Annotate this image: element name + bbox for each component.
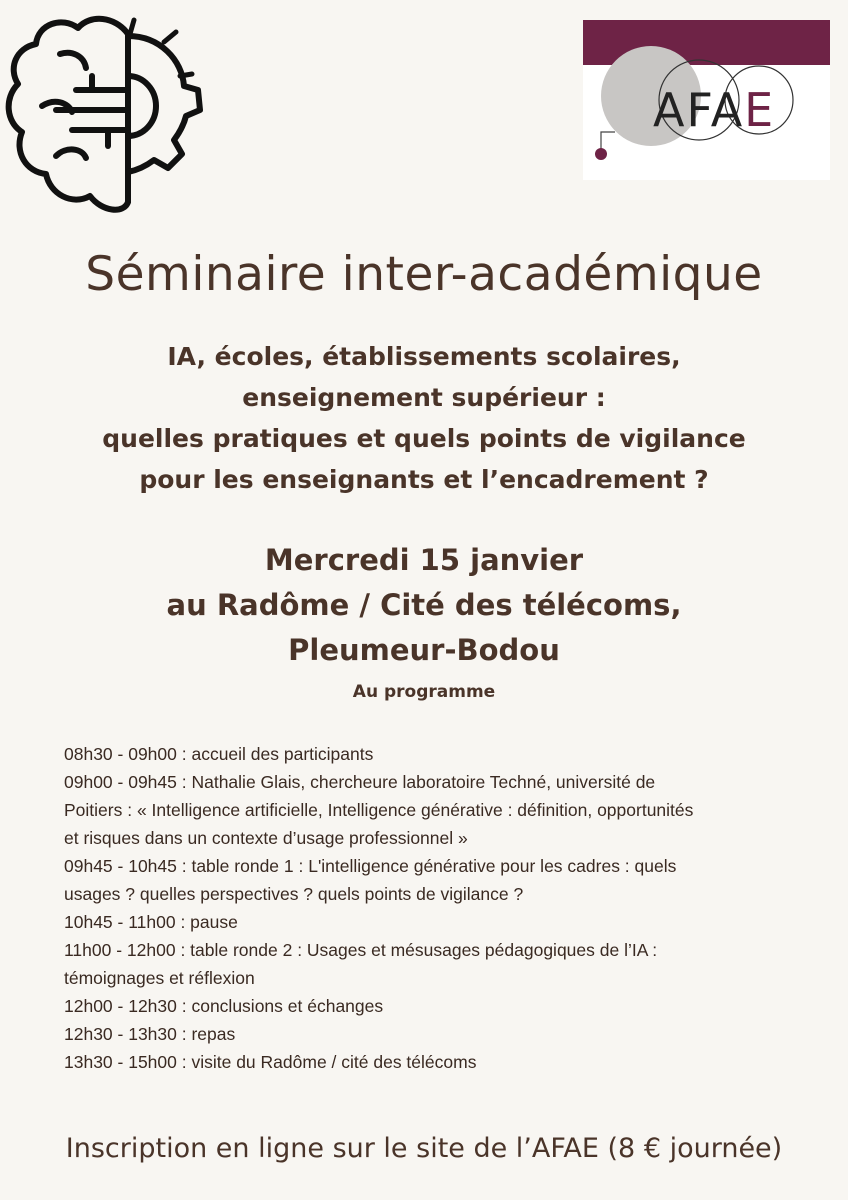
schedule-line: 12h30 - 13h30 : repas bbox=[64, 1024, 236, 1044]
schedule-line: 10h45 - 11h00 : pause bbox=[64, 912, 238, 932]
event-city: Pleumeur-Bodou bbox=[288, 633, 560, 667]
event-date: Mercredi 15 janvier bbox=[264, 543, 584, 577]
schedule-line: 09h45 - 10h45 : table ronde 1 : L'intelligence générative pour les cadres : quels bbox=[64, 856, 677, 876]
subtitle-line: pour les enseignants et l’encadrement ? bbox=[139, 465, 709, 494]
page-title: Séminaire inter-académique bbox=[85, 247, 763, 302]
subtitle-line: IA, écoles, établissements scolaires, bbox=[167, 342, 681, 371]
schedule-line: usages ? quelles perspectives ? quels points de vigilance ? bbox=[64, 884, 524, 904]
schedule-line: 11h00 - 12h00 : table ronde 2 : Usages et mésusages pédagogiques de l’IA : bbox=[64, 940, 658, 960]
brain-gear-icon bbox=[0, 6, 220, 221]
schedule-line: 08h30 - 09h00 : accueil des participants bbox=[64, 744, 374, 764]
program-heading: Au programme bbox=[352, 682, 496, 702]
event-info bbox=[0, 538, 848, 673]
schedule bbox=[64, 740, 804, 1076]
afae-logo bbox=[583, 20, 830, 180]
event-venue: au Radôme / Cité des télécoms, bbox=[166, 588, 682, 622]
schedule-line: 09h00 - 09h45 : Nathalie Glais, chercheure laboratoire Techné, université de bbox=[64, 772, 656, 792]
subtitle-line: quelles pratiques et quels points de vigilance bbox=[102, 424, 746, 453]
schedule-line: Poitiers : « Intelligence artificielle, Intelligence générative : définition, opportunités bbox=[64, 800, 694, 820]
registration-footer: Inscription en ligne sur le site de l’AFAE (8 € journée) bbox=[65, 1133, 783, 1164]
schedule-line: témoignages et réflexion bbox=[64, 968, 255, 988]
logo-dot bbox=[595, 148, 607, 160]
schedule-line: 12h00 - 12h30 : conclusions et échanges bbox=[64, 996, 384, 1016]
logo-text: AFAE bbox=[653, 83, 776, 137]
subtitle-line: enseignement supérieur : bbox=[242, 383, 606, 412]
subtitle bbox=[0, 336, 848, 500]
schedule-line: et risques dans un contexte d’usage professionnel » bbox=[64, 828, 468, 848]
schedule-line: 13h30 - 15h00 : visite du Radôme / cité des télécoms bbox=[64, 1052, 477, 1072]
